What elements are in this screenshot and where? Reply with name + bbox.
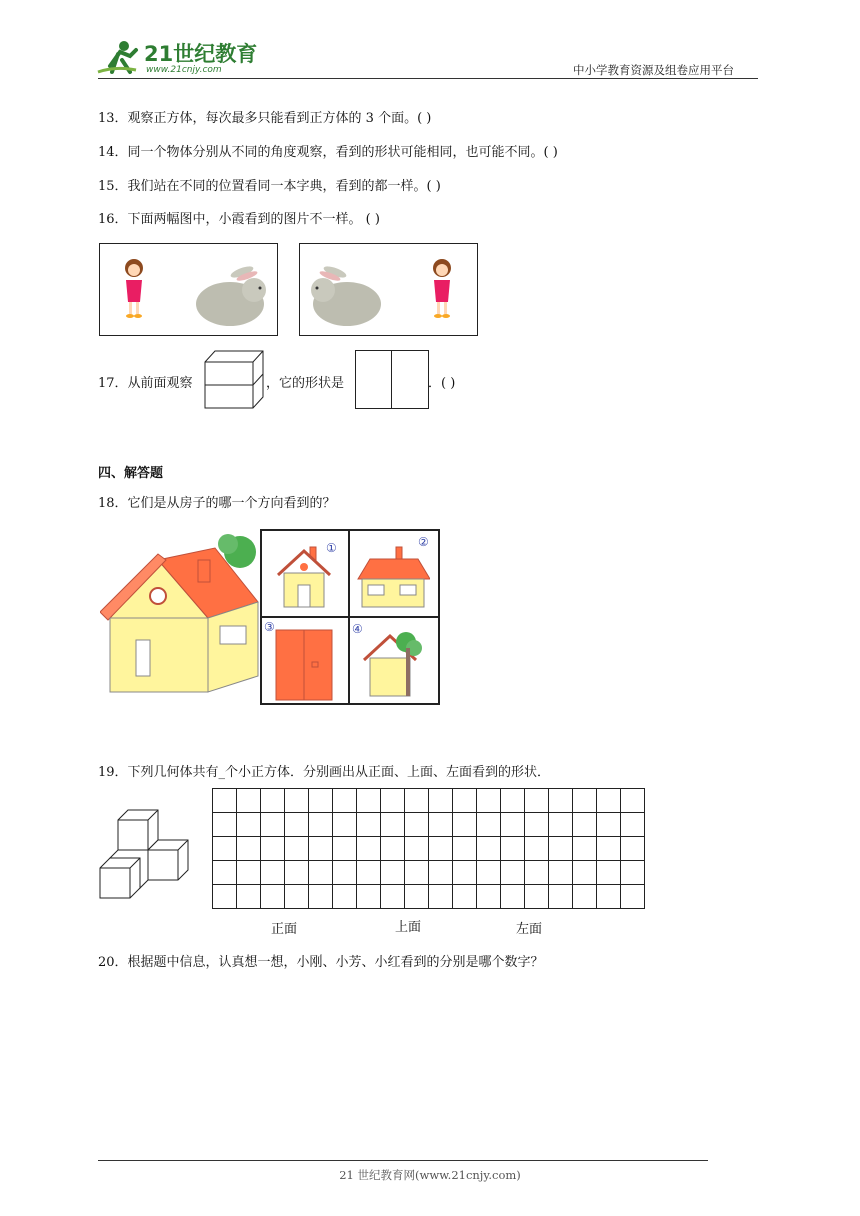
girl-rabbit-panel-1 xyxy=(99,243,278,336)
house-view-1 xyxy=(262,531,348,616)
question-17-part-b: ，它的形状是 xyxy=(266,376,345,391)
question-14: 14．同一个物体分别从不同的角度观察，看到的形状可能相同，也可能不同。( ) xyxy=(98,145,558,160)
question-13: 13．观察正方体，每次最多只能看到正方体的 3 个面。( ) xyxy=(98,111,432,126)
footer-text: 21 世纪教育网(www.21cnjy.com) xyxy=(339,1168,521,1182)
grid-table xyxy=(212,788,645,909)
house-views-grid xyxy=(260,529,440,705)
girl-icon xyxy=(433,259,451,318)
cubes-figure xyxy=(98,806,194,906)
question-20: 20．根据题中信息，认真想一想，小刚、小芳、小红看到的分别是哪个数字？ xyxy=(98,955,544,970)
cuboid-figure xyxy=(204,350,266,414)
footer-divider xyxy=(98,1160,708,1161)
grid-label-top: 上面 xyxy=(395,920,422,935)
site-logo xyxy=(96,36,266,80)
girl-rabbit-panel-2 xyxy=(299,243,478,336)
logo-url: www.21cnjy.com xyxy=(146,65,222,75)
grid-label-front: 正面 xyxy=(271,922,298,937)
question-15: 15．我们站在不同的位置看同一本字典，看到的都一样。( ) xyxy=(98,179,441,194)
question-17-part-c: ．( ) xyxy=(428,376,456,391)
view-number-1: ① xyxy=(326,541,337,555)
section-heading-4: 四、解答题 xyxy=(98,466,164,481)
rabbit-icon xyxy=(196,264,266,326)
view-number-2: ② xyxy=(418,535,429,549)
view-number-3: ③ xyxy=(264,620,275,634)
logo-title: 21世纪教育 xyxy=(144,42,258,66)
house-3d-illustration xyxy=(100,530,262,698)
rabbit-icon xyxy=(311,264,381,326)
question-17-part-a: 17．从前面观察 xyxy=(98,376,193,391)
front-view-divider xyxy=(391,351,392,408)
platform-name: 中小学教育资源及组卷应用平台 xyxy=(573,63,734,77)
house-view-2 xyxy=(350,531,436,616)
question-18: 18．它们是从房子的哪一个方向看到的？ xyxy=(98,496,336,511)
drawing-grid xyxy=(212,788,645,909)
house-view-3 xyxy=(262,618,348,703)
view-number-4: ④ xyxy=(352,622,363,636)
house-view-4 xyxy=(350,618,436,703)
question-16: 16．下面两幅图中，小霞看到的图片不一样。 ( ) xyxy=(98,212,380,227)
question-19: 19．下列几何体共有_个小正方体．分别画出从正面、上面、左面看到的形状． xyxy=(98,765,551,780)
front-view-shape xyxy=(355,350,429,409)
girl-icon xyxy=(125,259,143,318)
runner-logo-icon xyxy=(98,41,136,72)
header-divider xyxy=(98,78,758,79)
grid-label-left: 左面 xyxy=(516,922,543,937)
